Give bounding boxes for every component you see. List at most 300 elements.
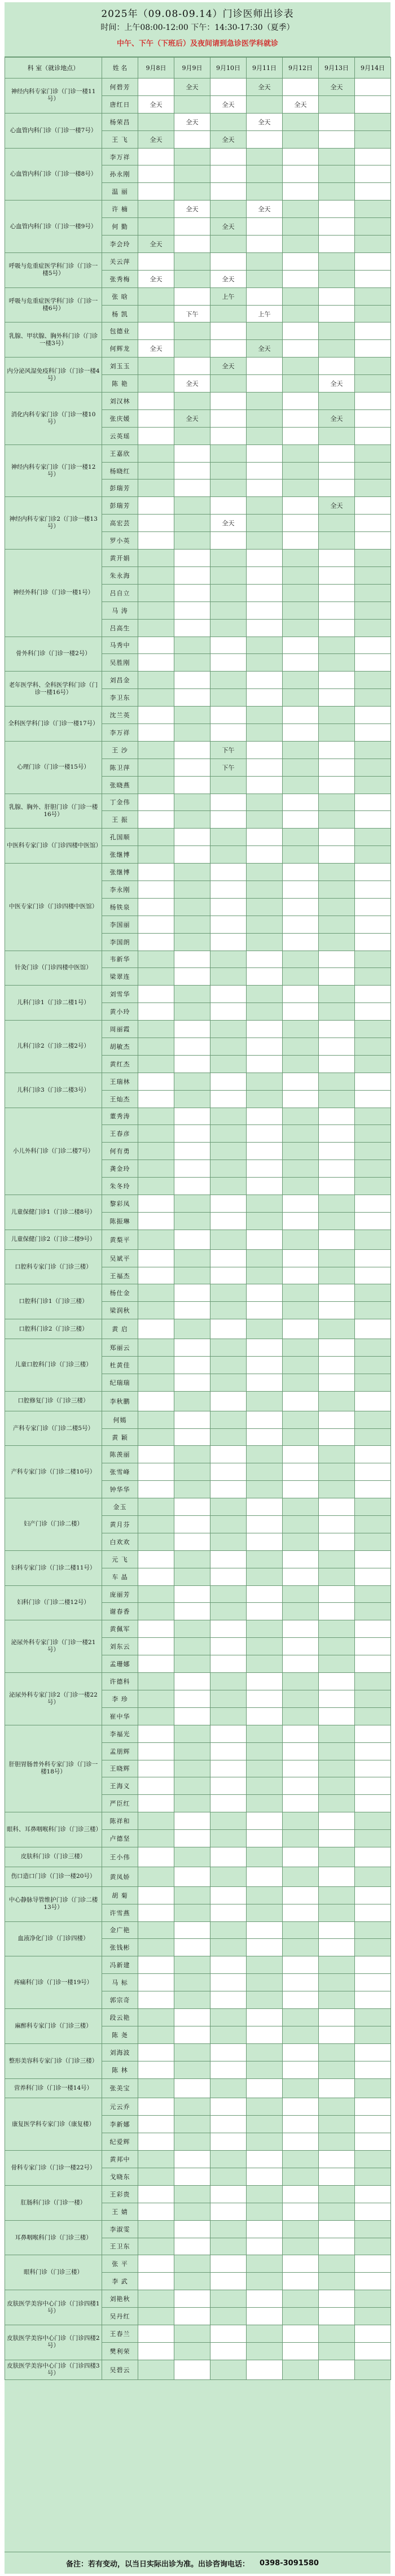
- schedule-cell: [174, 689, 210, 707]
- doctor-name-cell: 李新娜: [102, 2116, 138, 2133]
- schedule-cell: [355, 1498, 391, 1516]
- schedule-cell: [247, 1904, 283, 1921]
- dept-cell: 儿童口腔科门诊（门诊三楼）: [5, 1339, 102, 1392]
- dept-cell: 泌尿外科专家门诊2（门诊一楼22号）: [5, 1673, 102, 1725]
- schedule-cell: [210, 79, 247, 96]
- schedule-cell: [210, 723, 247, 741]
- schedule-cell: [138, 113, 174, 130]
- schedule-cell: 全天: [210, 270, 247, 287]
- schedule-cell: [355, 1921, 391, 1939]
- schedule-cell: [355, 1974, 391, 1991]
- schedule-cell: [138, 550, 174, 567]
- schedule-cell: [138, 933, 174, 951]
- schedule-cell: [138, 1357, 174, 1374]
- doctor-name-cell: 李 珍: [102, 1690, 138, 1707]
- schedule-cell: [174, 759, 210, 776]
- schedule-cell: [355, 2325, 391, 2343]
- schedule-cell: [247, 2043, 283, 2061]
- schedule-cell: [247, 1568, 283, 1585]
- schedule-cell: [283, 113, 319, 130]
- schedule-cell: [210, 2116, 247, 2133]
- schedule-cell: [174, 515, 210, 532]
- schedule-cell: [247, 1357, 283, 1374]
- schedule-cell: [355, 1795, 391, 1812]
- schedule-cell: [138, 393, 174, 410]
- schedule-cell: [355, 829, 391, 846]
- schedule-cell: [210, 1777, 247, 1795]
- table-row: [5, 1284, 391, 1302]
- schedule-cell: [210, 1230, 247, 1249]
- schedule-cell: [247, 1550, 283, 1568]
- schedule-cell: [319, 951, 355, 968]
- schedule-cell: 上午: [210, 287, 247, 305]
- dept-cell: 儿科门诊1（门诊二楼1号）: [5, 986, 102, 1021]
- schedule-cell: [283, 951, 319, 968]
- schedule-cell: [319, 1533, 355, 1550]
- schedule-cell: [247, 1391, 283, 1411]
- schedule-cell: [210, 689, 247, 707]
- table-row: [5, 2098, 391, 2116]
- schedule-cell: [174, 2078, 210, 2098]
- schedule-cell: [283, 1690, 319, 1707]
- schedule-cell: [283, 2273, 319, 2290]
- schedule-cell: [319, 1830, 355, 1847]
- schedule-cell: 下午: [174, 305, 210, 322]
- dept-cell: 心血管内科门诊（门诊一楼9号）: [5, 200, 102, 253]
- doctor-name-cell: 王春彦: [102, 1125, 138, 1143]
- schedule-cell: [355, 393, 391, 410]
- date-header: 9月14日: [355, 58, 391, 79]
- schedule-cell: [247, 1160, 283, 1178]
- schedule-cell: [355, 340, 391, 358]
- schedule-cell: [174, 1795, 210, 1812]
- schedule-cell: [319, 2203, 355, 2220]
- schedule-cell: [247, 2238, 283, 2255]
- schedule-cell: [174, 1533, 210, 1550]
- schedule-cell: [210, 654, 247, 672]
- schedule-cell: [247, 462, 283, 480]
- schedule-cell: [210, 305, 247, 322]
- schedule-cell: [210, 1956, 247, 1974]
- schedule-cell: [247, 2342, 283, 2360]
- schedule-cell: [138, 707, 174, 724]
- schedule-cell: [174, 1446, 210, 1463]
- doctor-name-cell: 李 武: [102, 2273, 138, 2290]
- table-row: [5, 444, 391, 462]
- schedule-cell: [355, 951, 391, 968]
- schedule-cell: [319, 1357, 355, 1374]
- schedule-cell: [283, 881, 319, 898]
- doctor-name-cell: 王 婧: [102, 2203, 138, 2220]
- table-row: [5, 1812, 391, 1830]
- schedule-cell: [319, 2168, 355, 2185]
- dept-cell: 康复医学科专家门诊（康复楼）: [5, 2098, 102, 2151]
- schedule-cell: [210, 1707, 247, 1725]
- footer-label: 备注：若有变动，以当日实际出诊为准。出诊咨询电话：: [66, 2560, 250, 2569]
- schedule-cell: [355, 2220, 391, 2238]
- schedule-cell: [138, 1090, 174, 1108]
- schedule-cell: [283, 794, 319, 811]
- schedule-cell: [174, 2133, 210, 2151]
- schedule-cell: [355, 1673, 391, 1690]
- schedule-cell: 全天: [138, 236, 174, 253]
- schedule-cell: [319, 270, 355, 287]
- schedule-cell: [319, 1760, 355, 1777]
- schedule-cell: [247, 2360, 283, 2379]
- schedule-cell: [247, 776, 283, 794]
- schedule-cell: [355, 1886, 391, 1904]
- schedule-cell: [138, 1516, 174, 1533]
- schedule-cell: [138, 1339, 174, 1357]
- schedule-cell: [247, 672, 283, 689]
- schedule-cell: [355, 1160, 391, 1178]
- schedule-cell: [355, 2116, 391, 2133]
- schedule-cell: [210, 1620, 247, 1638]
- schedule-cell: [138, 2008, 174, 2026]
- doctor-name-cell: 黄小玲: [102, 1003, 138, 1021]
- schedule-cell: [283, 409, 319, 427]
- schedule-cell: [355, 933, 391, 951]
- schedule-cell: [355, 1302, 391, 1319]
- schedule-cell: [210, 1498, 247, 1516]
- schedule-cell: [247, 358, 283, 375]
- schedule-cell: [174, 1921, 210, 1939]
- doctor-name-cell: 吴碧云: [102, 2360, 138, 2379]
- schedule-cell: [210, 707, 247, 724]
- schedule-cell: [319, 776, 355, 794]
- schedule-cell: [174, 1374, 210, 1391]
- schedule-cell: [174, 1847, 210, 1867]
- schedule-cell: [355, 1357, 391, 1374]
- schedule-cell: [138, 986, 174, 1003]
- schedule-cell: [247, 1374, 283, 1391]
- schedule-cell: [355, 1073, 391, 1090]
- schedule-cell: [210, 1585, 247, 1603]
- schedule-cell: [355, 1230, 391, 1249]
- schedule-cell: [319, 236, 355, 253]
- schedule-cell: [174, 165, 210, 183]
- schedule-cell: [138, 1638, 174, 1655]
- schedule-cell: [319, 1178, 355, 1195]
- doctor-name-cell: 段云艳: [102, 2008, 138, 2026]
- schedule-cell: [283, 1725, 319, 1742]
- schedule-cell: [247, 1339, 283, 1357]
- schedule-cell: [247, 1742, 283, 1760]
- dept-cell: 神经外科门诊（门诊一楼1号）: [5, 550, 102, 637]
- schedule-cell: 全天: [210, 358, 247, 375]
- doctor-name-cell: 何碧芳: [102, 79, 138, 96]
- schedule-cell: [355, 1812, 391, 1830]
- schedule-cell: [355, 532, 391, 550]
- schedule-cell: [210, 148, 247, 165]
- schedule-cell: [355, 2203, 391, 2220]
- schedule-cell: [283, 1760, 319, 1777]
- dept-cell: 整形美容科专家门诊（门诊三楼）: [5, 2043, 102, 2078]
- schedule-cell: [319, 2026, 355, 2043]
- schedule-cell: [283, 1230, 319, 1249]
- schedule-cell: [174, 1178, 210, 1195]
- schedule-cell: [283, 2255, 319, 2273]
- schedule-cell: [319, 723, 355, 741]
- doctor-name-cell: 刘汉林: [102, 393, 138, 410]
- schedule-cell: [247, 829, 283, 846]
- doctor-name-cell: 孔国顺: [102, 829, 138, 846]
- schedule-cell: [174, 1038, 210, 1055]
- schedule-cell: [247, 375, 283, 393]
- schedule-cell: [355, 637, 391, 654]
- schedule-cell: [283, 270, 319, 287]
- schedule-cell: [355, 113, 391, 130]
- schedule-cell: [174, 1411, 210, 1428]
- table-row: [5, 707, 391, 724]
- date-header: 9月12日: [283, 58, 319, 79]
- schedule-cell: [210, 113, 247, 130]
- schedule-cell: [174, 1603, 210, 1620]
- schedule-cell: [138, 148, 174, 165]
- schedule-cell: [319, 2325, 355, 2343]
- schedule-cell: [174, 1655, 210, 1673]
- schedule-cell: [283, 1319, 319, 1339]
- schedule-cell: [319, 1777, 355, 1795]
- schedule-cell: [283, 1673, 319, 1690]
- schedule-cell: [319, 1904, 355, 1921]
- schedule-cell: [319, 1867, 355, 1886]
- schedule-cell: [138, 2290, 174, 2308]
- schedule-cell: [283, 2220, 319, 2238]
- schedule-cell: [247, 1021, 283, 1038]
- doctor-name-cell: 车 晶: [102, 1568, 138, 1585]
- doctor-name-cell: 陈 林: [102, 2061, 138, 2078]
- schedule-cell: [174, 480, 210, 497]
- schedule-cell: [210, 462, 247, 480]
- schedule-cell: [319, 1339, 355, 1357]
- doctor-name-cell: 刘海波: [102, 2043, 138, 2061]
- table-row: [5, 794, 391, 811]
- dept-cell: 妇产门诊（门诊二楼）: [5, 1498, 102, 1551]
- schedule-cell: [283, 759, 319, 776]
- dept-cell: 泌尿外科专家门诊（门诊一楼21号）: [5, 1620, 102, 1673]
- schedule-cell: [355, 1284, 391, 1302]
- schedule-cell: [138, 898, 174, 916]
- schedule-cell: [355, 1638, 391, 1655]
- schedule-cell: [283, 1655, 319, 1673]
- schedule-cell: [355, 218, 391, 236]
- schedule-cell: [319, 707, 355, 724]
- schedule-cell: [210, 672, 247, 689]
- schedule-cell: [247, 1760, 283, 1777]
- schedule-cell: [210, 2290, 247, 2308]
- schedule-cell: [283, 2008, 319, 2026]
- schedule-cell: [283, 2098, 319, 2116]
- schedule-cell: [174, 584, 210, 601]
- doctor-name-cell: 冯新建: [102, 1956, 138, 1974]
- doctor-name-cell: 张庆媛: [102, 409, 138, 427]
- emergency-note: 中午、下午（下班后）及夜间请到急诊医学科就诊: [116, 40, 278, 48]
- schedule-cell: [210, 584, 247, 601]
- schedule-cell: [174, 1974, 210, 1991]
- dept-cell: 骨科专家门诊（门诊一楼22号）: [5, 2151, 102, 2186]
- schedule-cell: [247, 148, 283, 165]
- dept-cell: 营养科门诊（门诊一楼14号）: [5, 2078, 102, 2098]
- schedule-cell: [355, 375, 391, 393]
- schedule-header: [5, 2, 390, 57]
- schedule-cell: [210, 1463, 247, 1481]
- doctor-name-cell: 王小伟: [102, 1847, 138, 1867]
- schedule-cell: [174, 287, 210, 305]
- schedule-cell: [174, 358, 210, 375]
- schedule-cell: [319, 968, 355, 986]
- schedule-cell: [138, 409, 174, 427]
- schedule-cell: [210, 968, 247, 986]
- table-row: [5, 113, 391, 130]
- schedule-cell: [355, 1428, 391, 1446]
- schedule-cell: [138, 951, 174, 968]
- table-row: [5, 358, 391, 375]
- doctor-name-cell: 彭瑞芳: [102, 497, 138, 515]
- schedule-cell: [355, 497, 391, 515]
- schedule-cell: [283, 829, 319, 846]
- schedule-cell: [210, 1357, 247, 1374]
- schedule-cell: [174, 2220, 210, 2238]
- schedule-cell: [319, 1108, 355, 1125]
- schedule-cell: [319, 864, 355, 881]
- schedule-cell: [174, 2308, 210, 2325]
- schedule-cell: [355, 1956, 391, 1974]
- schedule-cell: [319, 637, 355, 654]
- schedule-cell: [355, 1742, 391, 1760]
- schedule-cell: [283, 1428, 319, 1446]
- schedule-cell: [174, 1568, 210, 1585]
- schedule-cell: [210, 829, 247, 846]
- table-row: [5, 1886, 391, 1904]
- schedule-cell: [138, 1374, 174, 1391]
- schedule-cell: [247, 1055, 283, 1073]
- schedule-cell: [319, 1267, 355, 1284]
- schedule-cell: [319, 444, 355, 462]
- schedule-cell: [283, 2043, 319, 2061]
- schedule-cell: [283, 1568, 319, 1585]
- schedule-cell: [319, 619, 355, 637]
- doctor-name-cell: 张 晗: [102, 287, 138, 305]
- schedule-cell: [247, 898, 283, 916]
- schedule-cell: [319, 2078, 355, 2098]
- schedule-cell: [355, 444, 391, 462]
- schedule-cell: [247, 2008, 283, 2026]
- schedule-cell: [319, 1125, 355, 1143]
- table-row: [5, 1673, 391, 1690]
- schedule-cell: [283, 2360, 319, 2379]
- schedule-cell: [355, 1090, 391, 1108]
- schedule-cell: [319, 898, 355, 916]
- schedule-cell: [138, 2360, 174, 2379]
- schedule-cell: 全天: [319, 409, 355, 427]
- schedule-cell: [283, 200, 319, 218]
- schedule-cell: [319, 2151, 355, 2168]
- schedule-cell: [138, 2151, 174, 2168]
- schedule-cell: [138, 1463, 174, 1481]
- schedule-cell: [355, 287, 391, 305]
- schedule-cell: [355, 1267, 391, 1284]
- doctor-name-cell: 李国朗: [102, 933, 138, 951]
- schedule-cell: [210, 2308, 247, 2325]
- doctor-name-cell: 钟华华: [102, 1481, 138, 1498]
- schedule-cell: [319, 1090, 355, 1108]
- schedule-cell: [355, 1391, 391, 1411]
- schedule-cell: [355, 130, 391, 148]
- schedule-cell: [355, 2026, 391, 2043]
- table-row: [5, 2220, 391, 2238]
- schedule-cell: [319, 1195, 355, 1213]
- schedule-cell: [283, 2078, 319, 2098]
- schedule-cell: [138, 1055, 174, 1073]
- doctor-name-cell: 黄 启: [102, 1319, 138, 1339]
- schedule-cell: [138, 1550, 174, 1568]
- doctor-name-cell: 董秀涛: [102, 1108, 138, 1125]
- schedule-cell: [138, 1847, 174, 1867]
- dept-cell: 小儿外科门诊（门诊二楼7号）: [5, 1108, 102, 1195]
- schedule-cell: 全天: [247, 79, 283, 96]
- schedule-cell: [319, 1742, 355, 1760]
- doctor-name-cell: 何嫣: [102, 1411, 138, 1428]
- schedule-cell: [355, 1212, 391, 1230]
- doctor-name-cell: 陈 艳: [102, 375, 138, 393]
- schedule-cell: [319, 2116, 355, 2133]
- schedule-cell: [283, 2290, 319, 2308]
- schedule-cell: [210, 1038, 247, 1055]
- schedule-cell: [174, 741, 210, 759]
- schedule-cell: [319, 1302, 355, 1319]
- schedule-cell: [247, 1886, 283, 1904]
- table-row: [5, 2255, 391, 2273]
- schedule-cell: [283, 2061, 319, 2078]
- schedule-cell: [138, 1867, 174, 1886]
- schedule-cell: [174, 619, 210, 637]
- schedule-cell: [138, 1795, 174, 1812]
- schedule-cell: [247, 515, 283, 532]
- schedule-cell: [138, 637, 174, 654]
- schedule-cell: [174, 829, 210, 846]
- schedule-cell: [247, 1939, 283, 1956]
- schedule-cell: [138, 2026, 174, 2043]
- date-header: 9月9日: [174, 58, 210, 79]
- schedule-cell: [319, 1284, 355, 1302]
- schedule-cell: [247, 218, 283, 236]
- doctor-name-cell: 包德业: [102, 322, 138, 340]
- schedule-cell: [138, 2255, 174, 2273]
- schedule-cell: [210, 776, 247, 794]
- schedule-cell: [283, 1498, 319, 1516]
- schedule-cell: [355, 2290, 391, 2308]
- schedule-cell: [283, 1125, 319, 1143]
- schedule-cell: [283, 1108, 319, 1125]
- schedule-cell: [283, 322, 319, 340]
- schedule-cell: [138, 375, 174, 393]
- schedule-cell: [319, 532, 355, 550]
- schedule-cell: [210, 1090, 247, 1108]
- date-header: 9月13日: [319, 58, 355, 79]
- schedule-page: [5, 2, 390, 2574]
- schedule-cell: [138, 218, 174, 236]
- doctor-name-cell: 吕自立: [102, 584, 138, 601]
- dept-cell: 消化内科专家门诊（门诊一楼10号）: [5, 393, 102, 445]
- schedule-cell: [247, 723, 283, 741]
- schedule-cell: [283, 1374, 319, 1391]
- schedule-cell: [174, 340, 210, 358]
- schedule-cell: [174, 2273, 210, 2290]
- schedule-cell: [210, 1021, 247, 1038]
- schedule-cell: [283, 1847, 319, 1867]
- dept-cell: 乳腺、甲状腺、胸外科门诊（门诊一楼3号）: [5, 322, 102, 358]
